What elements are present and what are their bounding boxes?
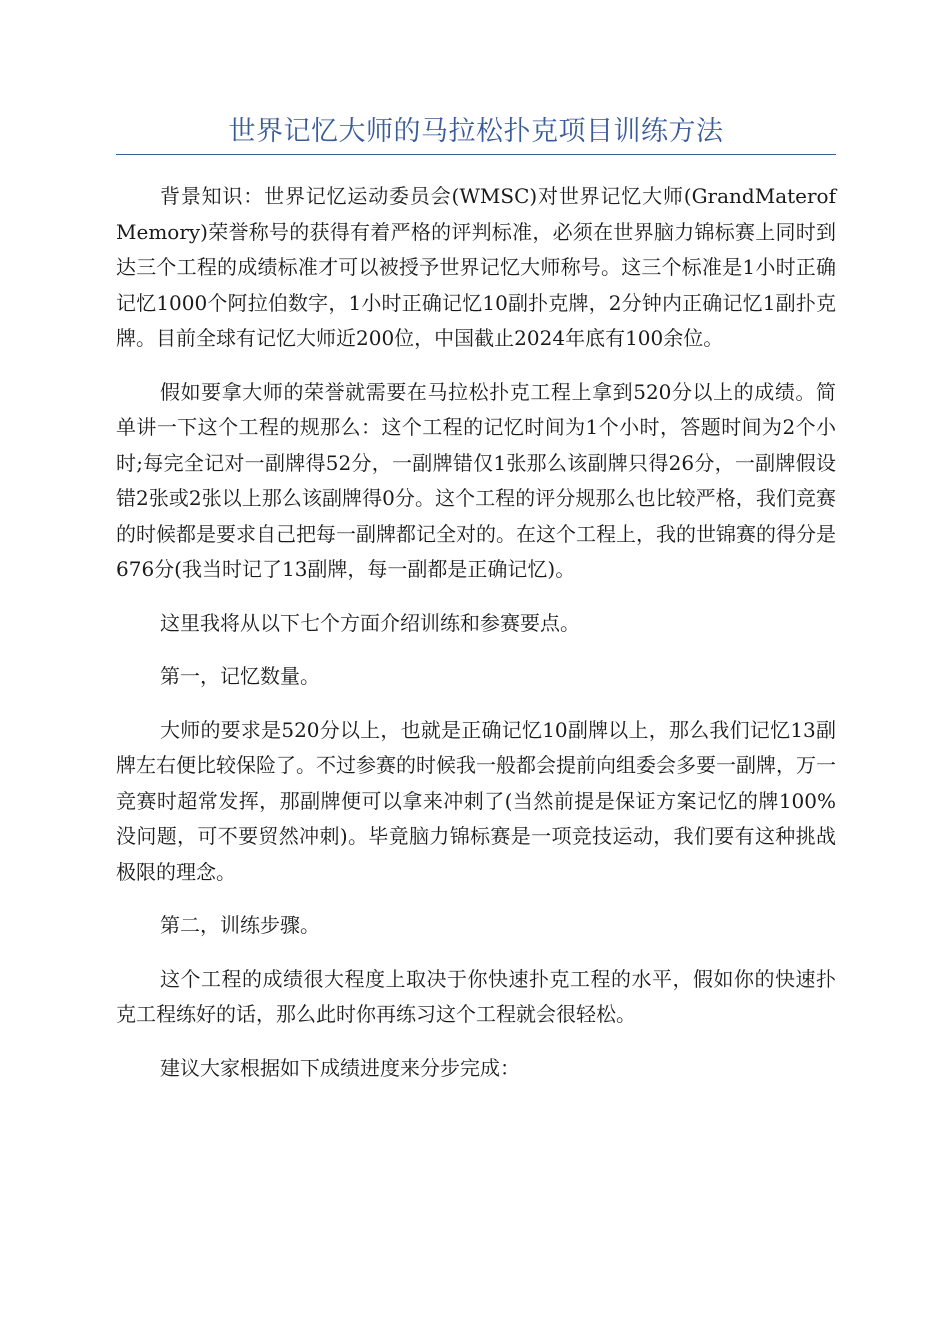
paragraph-training-steps: 这个工程的成绩很大程度上取决于你快速扑克工程的水平，假如你的快速扑克工程练好的话，那么此时你再练习这个工程就会很轻松。: [116, 966, 836, 1026]
paragraph-intro-seven-aspects: 这里我将从以下七个方面介绍训练和参赛要点。: [160, 610, 580, 635]
paragraph-progress-suggestion: 建议大家根据如下成绩进度来分步完成：: [160, 1055, 520, 1080]
paragraph-scoring-rules: 假如要拿大师的荣誉就需要在马拉松扑克工程上拿到520分以上的成绩。简单讲一下这个工程的规那么：这个工程的记忆时间为1个小时，答题时间为2个小时;每完全记对一副牌得52分，一副牌错仅1张那么该副牌只得26分，一副牌假设错2张或2张以上那么该副牌得0分。这个工程的评分规那么也比较严格，我们竞赛的时候都是要求自己把每一副牌都记全对的。在这个工程上，我的世锦赛的得分是676分(我当时记了13副牌，每一副都是正确记忆)。: [116, 379, 836, 581]
document-title: 世界记忆大师的马拉松扑克项目训练方法: [116, 112, 836, 155]
document-page: [116, 112, 836, 1104]
paragraph-memory-quantity: 大师的要求是520分以上，也就是正确记忆10副牌以上，那么我们记忆13副牌左右便比较保险了。不过参赛的时候我一般都会提前向组委会多要一副牌，万一竞赛时超常发挥，那副牌便可以拿来冲刺了(当然前提是保证方案记忆的牌100%没问题，可不要贸然冲刺)。毕竟脑力锦标赛是一项竞技运动，我们要有这种挑战极限的理念。: [116, 717, 836, 884]
paragraph-background: 背景知识：世界记忆运动委员会(WMSC)对世界记忆大师(GrandMaterofMemory)荣誉称号的获得有着严格的评判标准，必须在世界脑力锦标赛上同时到达三个工程的成绩标准才可以被授予世界记忆大师称号。这三个标准是1小时正确记忆1000个阿拉伯数字，1小时正确记忆10副扑克牌，2分钟内正确记忆1副扑克牌。目前全球有记忆大师近200位，中国截止2024年底有100余位。: [116, 184, 836, 350]
section-heading-memory-quantity: 第一，记忆数量。: [160, 664, 320, 688]
section-heading-training-steps: 第二，训练步骤。: [160, 913, 320, 937]
document-body: [116, 179, 836, 1086]
